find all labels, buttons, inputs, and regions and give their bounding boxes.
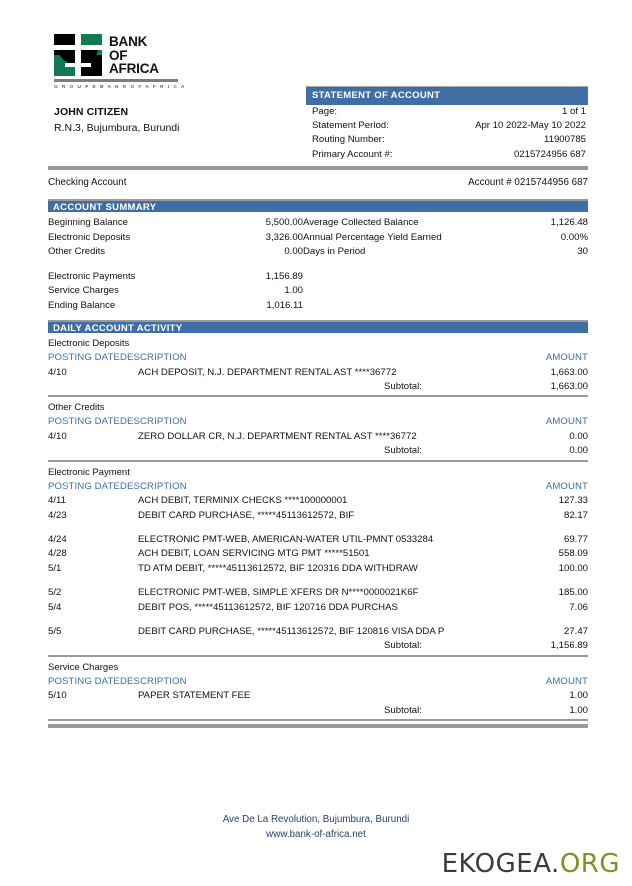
column-header-amount: AMOUNT	[545, 675, 588, 687]
statement-of-account-title: STATEMENT OF ACCOUNT	[306, 86, 588, 105]
activity-group-title: Service Charges	[48, 661, 119, 673]
statement-row-value: Apr 10 2022-May 10 2022	[475, 120, 586, 132]
summary-value: 30	[577, 246, 588, 258]
transaction-date: 5/5	[48, 625, 62, 637]
statement-row-label: Primary Account #:	[312, 148, 393, 160]
summary-value: 1,156.89	[265, 270, 303, 282]
activity-column-headers	[48, 675, 588, 690]
summary-label: Service Charges	[48, 285, 119, 297]
transaction-description: ACH DEPOSIT, N.J. DEPARTMENT RENTAL AST ****36772	[138, 366, 397, 378]
subtotal-label: Subtotal:	[384, 445, 422, 457]
column-header-amount: AMOUNT	[545, 416, 588, 428]
transaction-date: 5/2	[48, 587, 62, 599]
subtotal-amount: 1,663.00	[550, 380, 588, 392]
activity-group	[48, 337, 588, 401]
subtotal-amount: 1.00	[569, 704, 588, 716]
customer-block	[54, 106, 304, 134]
statement-of-account-rows	[306, 105, 588, 162]
transaction-date: 4/11	[48, 495, 66, 507]
transaction-row	[48, 430, 588, 444]
activity-end-divider	[48, 724, 588, 728]
summary-label: Other Credits	[48, 246, 106, 258]
transaction-description: ACH DEBIT, LOAN SERVICING MTG PMT *****51501	[138, 548, 370, 560]
footer-address: Ave De La Revolution, Bujumbura, Burundi	[222, 814, 410, 825]
row-spacer	[48, 576, 588, 586]
account-type: Checking Account	[48, 177, 127, 188]
column-header-description: DESCRIPTION	[120, 480, 187, 492]
column-header-posting-date: POSTING DATE	[48, 480, 120, 492]
transaction-amount: 69.77	[563, 533, 588, 545]
statement-of-account-box	[306, 86, 588, 162]
statement-row-label: Page:	[312, 106, 338, 117]
transaction-date: 4/10	[48, 430, 67, 442]
transaction-amount: 27.47	[563, 625, 588, 637]
summary-value: 1.00	[284, 285, 303, 297]
summary-label: Ending Balance	[48, 299, 116, 311]
statement-row	[306, 105, 588, 119]
subtotal-row	[48, 380, 588, 397]
transaction-date: 5/10	[48, 690, 67, 702]
summary-row	[48, 231, 303, 246]
summary-label: Electronic Payments	[48, 270, 136, 282]
transaction-description: DEBIT CARD PURCHASE, *****45113612572, BIF 120816 VISA DDA P	[138, 625, 445, 637]
column-header-amount: AMOUNT	[545, 352, 588, 363]
customer-address: R.N.3, Bujumbura, Burundi	[54, 122, 180, 134]
transaction-date: 4/23	[48, 509, 67, 521]
transaction-row	[48, 509, 588, 523]
transaction-row	[48, 625, 588, 639]
summary-value: 1,126.48	[550, 217, 588, 228]
logo-line-2: OF	[109, 47, 128, 63]
column-header-posting-date: POSTING DATE	[48, 675, 120, 687]
summary-label: Beginning Balance	[48, 217, 129, 228]
summary-right-column	[303, 216, 588, 314]
logo-line-3: AFRICA	[109, 61, 159, 76]
daily-activity-table	[48, 337, 588, 728]
transaction-amount: 1.00	[569, 690, 588, 702]
transaction-amount: 82.17	[563, 509, 588, 521]
document-header	[48, 30, 588, 170]
watermark	[442, 849, 620, 879]
activity-group	[48, 401, 588, 465]
activity-group-title: Other Credits	[48, 402, 105, 414]
subtotal-row	[48, 639, 588, 656]
subtotal-amount: 0.00	[569, 445, 588, 457]
activity-group-title: Electronic Payment	[48, 466, 130, 478]
transaction-row	[48, 601, 588, 615]
row-spacer	[48, 523, 588, 533]
column-header-amount: AMOUNT	[545, 480, 588, 492]
transaction-description: TD ATM DEBIT, *****45113612572, BIF 120316 DDA WITHDRAW	[138, 562, 418, 574]
summary-row	[48, 216, 303, 231]
transaction-date: 4/10	[48, 366, 67, 378]
statement-row-value: 11900785	[544, 134, 586, 146]
statement-row-label: Statement Period:	[312, 120, 389, 132]
bank-tagline: G R O U P E B A N K O F A F R I C A	[54, 84, 186, 89]
transaction-row	[48, 533, 588, 547]
transaction-date: 4/24	[48, 533, 67, 545]
bank-logo	[54, 34, 184, 89]
summary-value: 1,016.11	[266, 299, 303, 311]
statement-row	[306, 148, 588, 162]
watermark-accent: ORG	[559, 849, 620, 879]
statement-row-value: 1 of 1	[561, 106, 586, 117]
subtotal-row	[48, 704, 588, 721]
activity-group-title: Electronic Deposits	[48, 338, 130, 349]
account-line	[48, 177, 588, 188]
transaction-description: ELECTRONIC PMT-WEB, SIMPLE XFERS DR N****0000021K6F	[138, 587, 419, 599]
account-summary-header: ACCOUNT SUMMARY	[48, 199, 588, 212]
bank-name	[109, 34, 159, 76]
column-header-posting-date: POSTING DATE	[48, 416, 120, 428]
account-divider	[48, 166, 588, 170]
subtotal-amount: 1,156.89	[550, 640, 588, 652]
transaction-description: ELECTRONIC PMT-WEB, AMERICAN-WATER UTIL-PMNT 0533284	[138, 533, 434, 545]
transaction-description: ZERO DOLLAR CR, N.J. DEPARTMENT RENTAL AST ****36772	[138, 430, 417, 442]
summary-row	[303, 245, 588, 260]
summary-row	[48, 284, 303, 299]
transaction-date: 5/1	[48, 562, 62, 574]
activity-column-headers	[48, 480, 588, 495]
summary-value: 0.00	[284, 246, 303, 258]
transaction-description: ACH DEBIT, TERMINIX CHECKS ****100000001	[138, 495, 348, 507]
summary-label: Days in Period	[303, 246, 366, 258]
watermark-primary: EKOGEA.	[441, 849, 560, 879]
summary-row	[48, 270, 303, 285]
statement-row	[306, 133, 588, 147]
bank-of-africa-logo-icon	[54, 34, 102, 76]
activity-column-headers	[48, 415, 588, 430]
logo-divider	[54, 79, 178, 82]
transaction-row	[48, 562, 588, 576]
transaction-amount: 185.00	[558, 587, 588, 599]
subtotal-row	[48, 444, 588, 461]
transaction-amount: 1,663.00	[550, 366, 588, 378]
summary-value: 3,326.00	[265, 231, 303, 243]
summary-label: Annual Percentage Yield Earned	[303, 231, 442, 243]
transaction-description: DEBIT CARD PURCHASE, *****45113612572, BIF	[138, 509, 355, 521]
subtotal-label: Subtotal:	[384, 380, 422, 392]
summary-value: 5,500.00	[265, 217, 303, 228]
logo-line-1: BANK	[109, 34, 148, 49]
statement-row-value: 0215724956 687	[513, 148, 586, 160]
summary-left-column	[48, 216, 303, 314]
transaction-row	[48, 586, 588, 600]
subtotal-label: Subtotal:	[384, 704, 422, 716]
transaction-date: 4/28	[48, 548, 67, 560]
transaction-row	[48, 366, 588, 380]
statement-row-label: Routing Number:	[312, 134, 385, 146]
transaction-row	[48, 689, 588, 703]
transaction-description: DEBIT POS, *****45113612572, BIF 120716 DDA PURCHAS	[138, 601, 398, 613]
summary-row	[303, 231, 588, 246]
summary-label: Average Collected Balance	[303, 217, 419, 228]
footer-website[interactable]: www.bank-of-africa.net	[266, 829, 366, 840]
transaction-amount: 558.09	[558, 548, 588, 560]
page-footer	[0, 812, 632, 842]
statement-row	[306, 119, 588, 133]
summary-label: Electronic Deposits	[48, 231, 131, 243]
transaction-amount: 7.06	[569, 601, 588, 613]
account-summary	[48, 216, 588, 314]
activity-group	[48, 466, 588, 661]
summary-row	[303, 216, 588, 231]
column-header-description: DESCRIPTION	[120, 416, 187, 428]
daily-activity-header: DAILY ACCOUNT ACTIVITY	[48, 320, 588, 333]
transaction-row	[48, 494, 588, 508]
summary-row	[48, 299, 303, 314]
transaction-description: PAPER STATEMENT FEE	[138, 690, 251, 702]
column-header-posting-date: POSTING DATE	[48, 352, 120, 363]
transaction-date: 5/4	[48, 601, 62, 613]
summary-value: 0.00%	[560, 231, 588, 243]
summary-row	[48, 245, 303, 260]
activity-column-headers	[48, 351, 588, 366]
column-header-description: DESCRIPTION	[120, 352, 187, 363]
account-number: Account # 0215744956 687	[468, 177, 588, 188]
customer-name: JOHN CITIZEN	[54, 106, 129, 118]
transaction-amount: 127.33	[558, 495, 588, 507]
activity-group	[48, 661, 588, 721]
transaction-amount: 0.00	[569, 430, 588, 442]
transaction-amount: 100.00	[558, 562, 588, 574]
transaction-row	[48, 547, 588, 561]
subtotal-label: Subtotal:	[384, 640, 422, 652]
column-header-description: DESCRIPTION	[120, 675, 187, 687]
row-spacer	[48, 615, 588, 625]
